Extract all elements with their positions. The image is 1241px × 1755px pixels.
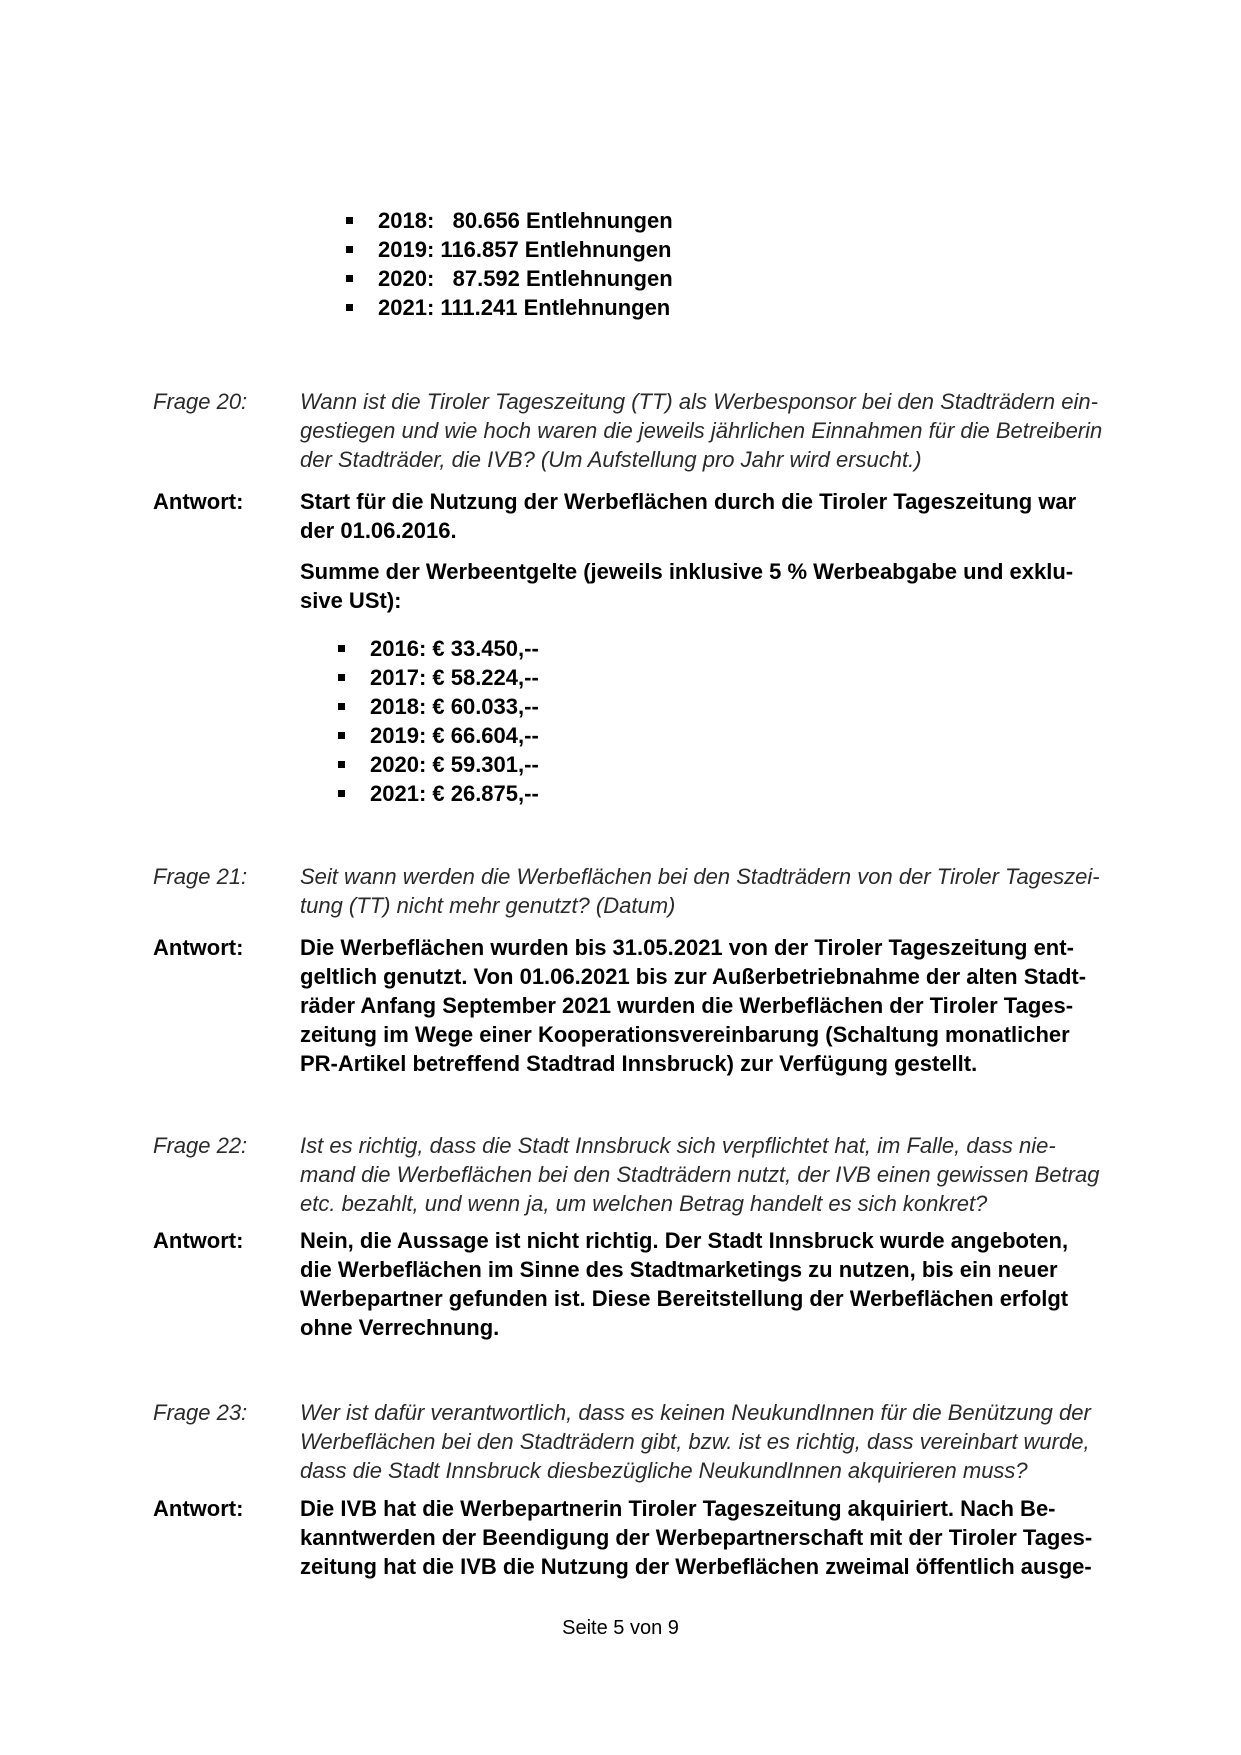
list-item: 2018: € 60.033,-- xyxy=(335,692,1150,721)
answer-23 xyxy=(153,1494,1153,1581)
question-20 xyxy=(153,387,1153,474)
answer-text: Die Werbeflächen wurden bis 31.05.2021 von der Tiroler Tageszeitung ent- geltlich genutzt. Von 01.06.2021 bis zur Außerbetriebnahme der alten Stadt- räder Anfang September 2021 wurden die Werbeflächen der Tiroler Tages- zeitung im Wege einer Kooperationsvereinbarung (Schaltung monatlicher PR-Artikel betreffend Stadtrad Innsbruck) zur Verfügung gestellt. xyxy=(300,935,1087,1076)
question-label: Frage 23: xyxy=(153,1400,248,1425)
question-label: Frage 22: xyxy=(153,1133,248,1158)
answer-text: Start für die Nutzung der Werbeflächen durch die Tiroler Tageszeitung war der 01.06.2016. Summe der Werbeentgelte (jeweils inklusive 5 % Werbeabgabe und exklu- sive USt): 2016: € 33.450,-- 2017: € 58.224,-- 2018: € 60.033,-- 2019: € 66.604,-- 2020: € 59.301,-- 2021: € 26.875,-- xyxy=(300,487,1150,808)
question-text: Seit wann werden die Werbeflächen bei den Stadträdern von der Tiroler Tageszei- tung (TT) nicht mehr genutzt? (Datum) xyxy=(300,864,1100,918)
question-22 xyxy=(153,1131,1153,1218)
answer-20 xyxy=(153,487,1153,808)
loans-list xyxy=(343,206,1153,322)
list-item: 2020: € 59.301,-- xyxy=(335,750,1150,779)
list-item: 2019: € 66.604,-- xyxy=(335,721,1150,750)
list-item: 2016: € 33.450,-- xyxy=(335,634,1150,663)
answer-label: Antwort: xyxy=(153,935,244,960)
answer-label: Antwort: xyxy=(153,489,244,514)
page-number: Seite 5 von 9 xyxy=(562,1617,679,1639)
answer-text: Nein, die Aussage ist nicht richtig. Der Stadt Innsbruck wurde angeboten, die Werbeflächen im Sinne des Stadtmarketings zu nutzen, bis ein neuer Werbepartner gefunden ist. Diese Bereitstellung der Werbeflächen erfolgt ohne Verrechnung. xyxy=(300,1228,1069,1340)
loans-list-block xyxy=(153,206,1153,322)
list-item: 2017: € 58.224,-- xyxy=(335,663,1150,692)
list-item: 2019: 116.857 Entlehnungen xyxy=(343,235,1153,264)
answer-22 xyxy=(153,1226,1153,1342)
list-item: 2020: 87.592 Entlehnungen xyxy=(343,264,1153,293)
question-text: Wer ist dafür verantwortlich, dass es keinen NeukundInnen für die Benützung der Werbeflächen bei den Stadträdern gibt, bzw. ist es richtig, dass vereinbart wurde, dass die Stadt Innsbruck diesbezügliche NeukundInnen akquirieren muss? xyxy=(300,1400,1091,1483)
question-21 xyxy=(153,862,1153,920)
advertising-revenue-list xyxy=(335,634,1150,808)
answer-21 xyxy=(153,933,1153,1078)
question-23 xyxy=(153,1398,1153,1485)
question-text: Wann ist die Tiroler Tageszeitung (TT) als Werbesponsor bei den Stadträdern ein- gestiegen und wie hoch waren die jeweils jährlichen Einnahmen für die Betreiberin der Stadträder, die IVB? (Um Aufstellung pro Jahr wird ersucht.) xyxy=(300,389,1103,472)
question-label: Frage 21: xyxy=(153,864,248,889)
answer-label: Antwort: xyxy=(153,1228,244,1253)
list-item: 2018: 80.656 Entlehnungen xyxy=(343,206,1153,235)
list-item: 2021: € 26.875,-- xyxy=(335,779,1150,808)
question-label: Frage 20: xyxy=(153,389,248,414)
answer-label: Antwort: xyxy=(153,1496,244,1521)
list-item: 2021: 111.241 Entlehnungen xyxy=(343,293,1153,322)
question-text: Ist es richtig, dass die Stadt Innsbruck sich verpflichtet hat, im Falle, dass nie- mand die Werbeflächen bei den Stadträdern nutzt, der IVB einen gewissen Betrag etc. bezahlt, und wenn ja, um welchen Betrag handelt es sich konkret? xyxy=(300,1133,1100,1216)
answer-text: Die IVB hat die Werbepartnerin Tiroler Tageszeitung akquiriert. Nach Be- kanntwerden der Beendigung der Werbepartnerschaft mit der Tiroler Tages- zeitung hat die IVB die Nutzung der Werbeflächen zweimal öffentlich ausge- xyxy=(300,1496,1093,1579)
